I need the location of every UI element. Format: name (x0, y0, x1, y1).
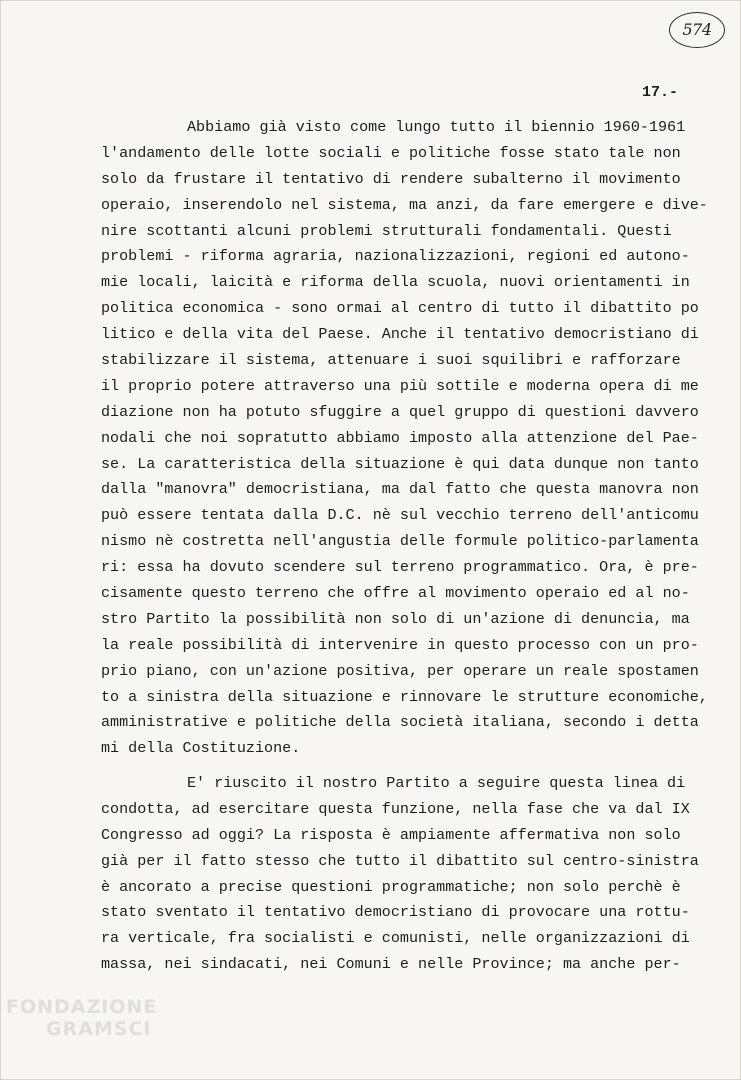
text-line: può essere tentata dalla D.C. nè sul vecchio terreno dell'anticomu (101, 506, 699, 525)
text-line: prio piano, con un'azione positiva, per operare un reale spostamen (101, 661, 699, 680)
text-line: massa, nei sindacati, nei Comuni e nelle Province; ma anche per- (101, 955, 681, 974)
watermark-line-2: GRAMSCI (46, 1018, 152, 1040)
paragraph-1 (101, 115, 708, 762)
text-line: nismo nè costretta nell'angustia delle formule politico-parlamenta (101, 532, 699, 551)
text-line: problemi - riforma agraria, nazionalizzazioni, regioni ed autono- (101, 247, 690, 266)
text-line: condotta, ad esercitare questa funzione, nella fase che va dal IX (101, 799, 690, 818)
text-line: amministrative e politiche della società italiana, secondo i detta (101, 713, 699, 732)
text-line: Congresso ad oggi? La risposta è ampiamente affermativa non solo (101, 825, 681, 844)
text-line: già per il fatto stesso che tutto il dibattito sul centro-sinistra (101, 851, 699, 870)
text-line: nire scottanti alcuni problemi strutturali fondamentali. Questi (101, 221, 672, 240)
text-line: stato sventato il tentativo democristiano di provocare una rottu- (101, 903, 690, 922)
text-line: stro Partito la possibilità non solo di un'azione di denuncia, ma (101, 609, 690, 628)
archive-watermark (6, 996, 157, 1040)
text-line: politica economica - sono ormai al centro di tutto il dibattito po (101, 299, 699, 318)
text-line: nodali che noi sopratutto abbiamo imposto alla attenzione del Pae- (101, 428, 699, 447)
text-line: se. La caratteristica della situazione è qui data dunque non tanto (101, 454, 699, 473)
text-line: cisamente questo terreno che offre al movimento operaio ed al no- (101, 584, 690, 603)
text-line: operaio, inserendolo nel sistema, ma anzi, da fare emergere e dive- (101, 195, 708, 214)
text-line: to a sinistra della situazione e rinnovare le strutture economiche, (101, 687, 708, 706)
text-line: mi della Costituzione. (101, 739, 301, 758)
text-line: dalla "manovra" democristiana, ma dal fatto che questa manovra non (101, 480, 699, 499)
text-line: mie locali, laicità e riforma della scuola, nuovi orientamenti in (101, 273, 690, 292)
archive-stamp: 574 (669, 12, 725, 48)
text-line: stabilizzare il sistema, attenuare i suoi squilibri e rafforzare (101, 351, 681, 370)
text-line: Abbiamo già visto come lungo tutto il biennio 1960-1961 (187, 118, 686, 136)
text-line: l'andamento delle lotte sociali e politiche fosse stato tale non (101, 143, 681, 162)
text-line: litico e della vita del Paese. Anche il tentativo democristiano di (101, 325, 699, 344)
text-line: ri: essa ha dovuto scendere sul terreno programmatico. Ora, è pre- (101, 558, 699, 577)
text-line: ra verticale, fra socialisti e comunisti, nelle organizzazioni di (101, 929, 690, 948)
watermark-line-1: FONDAZIONE (6, 996, 158, 1018)
text-line: la reale possibilità di intervenire in questo processo con un pro- (101, 635, 699, 654)
page-number: 17.- (642, 84, 679, 101)
paragraph-2 (101, 771, 699, 978)
text-line: è ancorato a precise questioni programmatiche; non solo perchè è (101, 877, 681, 896)
text-line: E' riuscito il nostro Partito a seguire questa linea di (187, 774, 686, 792)
text-line: solo da frustare il tentativo di rendere subalterno il movimento (101, 169, 681, 188)
text-line: il proprio potere attraverso una più sottile e moderna opera di me (101, 376, 699, 395)
text-line: diazione non ha potuto sfuggire a quel gruppo di questioni davvero (101, 402, 699, 421)
